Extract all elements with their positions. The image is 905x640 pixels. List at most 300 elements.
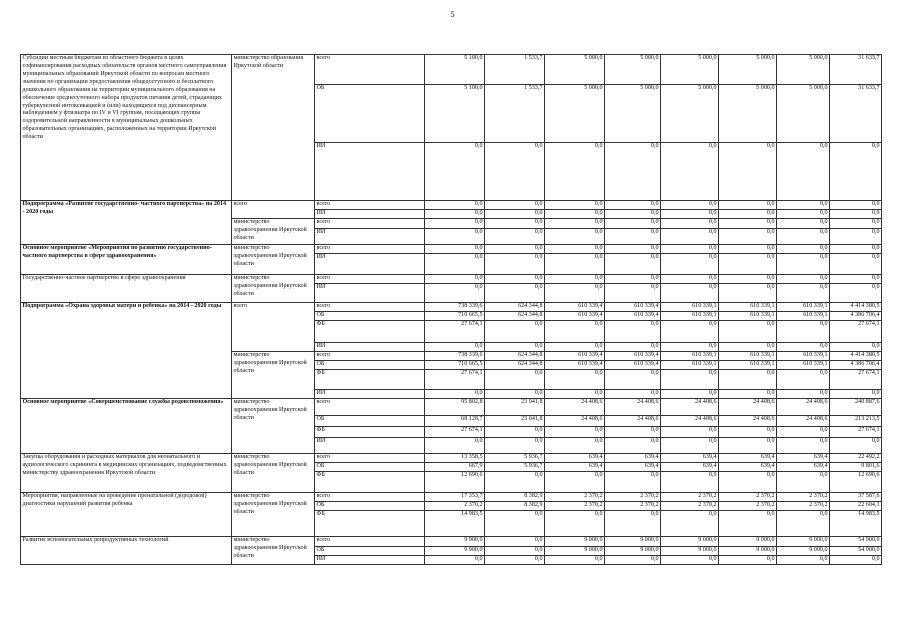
year-value-cell: 0,0 bbox=[661, 143, 719, 201]
year-value-cell: 5 000,0 bbox=[719, 55, 777, 85]
funding-source-cell: ОБ bbox=[315, 463, 425, 472]
year-value-cell: 5 000,0 bbox=[545, 55, 605, 85]
year-value-cell: 12 690,6 bbox=[425, 472, 485, 493]
year-value-cell: 0,0 bbox=[719, 201, 777, 210]
total-value-cell: 54 900,0 bbox=[830, 547, 882, 556]
year-value-cell: 0,0 bbox=[425, 210, 485, 219]
total-value-cell: 0,0 bbox=[830, 390, 882, 399]
year-value-cell: 667,9 bbox=[425, 463, 485, 472]
year-value-cell: 0,0 bbox=[661, 245, 719, 254]
funding-source-cell: ФБ bbox=[315, 370, 425, 390]
year-value-cell: 14 983,5 bbox=[425, 511, 485, 537]
year-value-cell: 0,0 bbox=[605, 201, 661, 210]
total-value-cell: 22 492,2 bbox=[830, 454, 882, 463]
year-value-cell: 5 000,0 bbox=[605, 85, 661, 143]
funding-source-cell: ОБ bbox=[315, 416, 425, 427]
budget-table bbox=[20, 54, 882, 565]
responsible-executor-cell: всего bbox=[232, 201, 315, 219]
year-value-cell: 610 339,1 bbox=[719, 303, 777, 312]
responsible-executor-cell: министерство здравоохранения Иркутской области bbox=[232, 352, 315, 399]
year-value-cell: 610 339,1 bbox=[719, 352, 777, 361]
funding-source-cell: всего bbox=[315, 399, 425, 416]
funding-source-cell: всего bbox=[315, 275, 425, 284]
year-value-cell: 0,0 bbox=[661, 321, 719, 343]
year-value-cell: 0,0 bbox=[719, 511, 777, 537]
table-row bbox=[21, 55, 882, 85]
year-value-cell: 0,0 bbox=[425, 556, 485, 565]
year-value-cell: 639,4 bbox=[777, 463, 830, 472]
total-value-cell: 27 674,1 bbox=[830, 321, 882, 343]
year-value-cell: 0,0 bbox=[777, 427, 830, 438]
table-row bbox=[21, 303, 882, 312]
funding-source-cell: ИИ bbox=[315, 254, 425, 275]
year-value-cell: 610 339,4 bbox=[545, 352, 605, 361]
total-value-cell: 54 900,0 bbox=[830, 537, 882, 547]
total-value-cell: 0,0 bbox=[830, 343, 882, 352]
year-value-cell: 0,0 bbox=[719, 275, 777, 284]
year-value-cell: 0,0 bbox=[719, 245, 777, 254]
year-value-cell: 9 000,0 bbox=[605, 537, 661, 547]
year-value-cell: 0,0 bbox=[605, 245, 661, 254]
year-value-cell: 0,0 bbox=[777, 275, 830, 284]
year-value-cell: 0,0 bbox=[545, 245, 605, 254]
year-value-cell: 68 128,7 bbox=[425, 416, 485, 427]
year-value-cell: 624 344,8 bbox=[485, 352, 545, 361]
year-value-cell: 610 339,4 bbox=[605, 352, 661, 361]
year-value-cell: 9 900,0 bbox=[425, 547, 485, 556]
year-value-cell: 0,0 bbox=[777, 245, 830, 254]
table-row bbox=[21, 493, 882, 502]
year-value-cell: 0,0 bbox=[485, 370, 545, 390]
year-value-cell: 0,0 bbox=[777, 143, 830, 201]
responsible-executor-cell: министерство здравоохранения Иркутской области bbox=[232, 399, 315, 454]
year-value-cell: 639,4 bbox=[545, 454, 605, 463]
year-value-cell: 2 370,2 bbox=[777, 502, 830, 511]
year-value-cell: 24 408,6 bbox=[605, 416, 661, 427]
year-value-cell: 23 041,8 bbox=[485, 399, 545, 416]
year-value-cell: 0,0 bbox=[545, 201, 605, 210]
year-value-cell: 0,0 bbox=[425, 284, 485, 303]
year-value-cell: 9 000,0 bbox=[719, 547, 777, 556]
year-value-cell: 0,0 bbox=[719, 143, 777, 201]
total-value-cell: 0,0 bbox=[830, 229, 882, 245]
total-value-cell: 12 690,6 bbox=[830, 472, 882, 493]
year-value-cell: 639,4 bbox=[719, 454, 777, 463]
year-value-cell: 5 000,0 bbox=[605, 55, 661, 85]
funding-source-cell: ОБ bbox=[315, 502, 425, 511]
year-value-cell: 610 339,4 bbox=[605, 303, 661, 312]
year-value-cell: 0,0 bbox=[605, 321, 661, 343]
year-value-cell: 0,0 bbox=[777, 370, 830, 390]
program-name-cell: Подпрограмма «Развитие государственно- частного партнерства» на 2014 - 2020 годы bbox=[21, 201, 232, 245]
funding-source-cell: ОБ bbox=[315, 312, 425, 321]
year-value-cell: 0,0 bbox=[545, 284, 605, 303]
year-value-cell: 0,0 bbox=[777, 511, 830, 537]
year-value-cell: 639,4 bbox=[661, 454, 719, 463]
year-value-cell: 0,0 bbox=[605, 472, 661, 493]
year-value-cell: 2 370,2 bbox=[719, 493, 777, 502]
year-value-cell: 24 408,6 bbox=[777, 416, 830, 427]
year-value-cell: 0,0 bbox=[777, 254, 830, 275]
total-value-cell: 0,0 bbox=[830, 284, 882, 303]
year-value-cell: 5 000,0 bbox=[661, 85, 719, 143]
year-value-cell: 0,0 bbox=[777, 556, 830, 565]
program-name-cell: Основное мероприятие «Совершенствование службы родовспоможения» bbox=[21, 399, 232, 454]
year-value-cell: 2 370,2 bbox=[719, 502, 777, 511]
year-value-cell: 0,0 bbox=[719, 427, 777, 438]
year-value-cell: 610 339,1 bbox=[719, 312, 777, 321]
year-value-cell: 9 000,0 bbox=[719, 537, 777, 547]
program-name-cell: Государственно-частное партнерство в сфере здравоохранения bbox=[21, 275, 232, 303]
year-value-cell: 27 674,1 bbox=[425, 321, 485, 343]
year-value-cell: 610 339,1 bbox=[777, 312, 830, 321]
year-value-cell: 0,0 bbox=[661, 343, 719, 352]
year-value-cell: 710 665,5 bbox=[425, 361, 485, 370]
year-value-cell: 610 339,4 bbox=[545, 312, 605, 321]
year-value-cell: 0,0 bbox=[719, 370, 777, 390]
year-value-cell: 0,0 bbox=[719, 321, 777, 343]
responsible-executor-cell: всего bbox=[232, 303, 315, 352]
funding-source-cell: всего bbox=[315, 352, 425, 361]
year-value-cell: 710 665,5 bbox=[425, 312, 485, 321]
year-value-cell: 0,0 bbox=[425, 219, 485, 229]
year-value-cell: 5 000,0 bbox=[777, 55, 830, 85]
year-value-cell: 738 339,6 bbox=[425, 303, 485, 312]
program-name-cell: Развитие вспомогательных репродуктивных технологий bbox=[21, 537, 232, 565]
year-value-cell: 0,0 bbox=[485, 472, 545, 493]
table-row bbox=[21, 245, 882, 254]
funding-source-cell: ОБ bbox=[315, 547, 425, 556]
total-value-cell: 22 604,1 bbox=[830, 502, 882, 511]
year-value-cell: 0,0 bbox=[777, 229, 830, 245]
responsible-executor-cell: министерство здравоохранения Иркутской области bbox=[232, 275, 315, 303]
total-value-cell: 4 414 380,5 bbox=[830, 352, 882, 361]
year-value-cell: 0,0 bbox=[719, 343, 777, 352]
year-value-cell: 9 000,0 bbox=[661, 547, 719, 556]
year-value-cell: 0,0 bbox=[485, 229, 545, 245]
funding-source-cell: всего bbox=[315, 219, 425, 229]
year-value-cell: 610 339,1 bbox=[777, 361, 830, 370]
year-value-cell: 610 339,4 bbox=[605, 361, 661, 370]
year-value-cell: 610 339,1 bbox=[661, 312, 719, 321]
year-value-cell: 0,0 bbox=[777, 321, 830, 343]
year-value-cell: 0,0 bbox=[545, 143, 605, 201]
year-value-cell: 0,0 bbox=[425, 343, 485, 352]
funding-source-cell: всего bbox=[315, 537, 425, 547]
year-value-cell: 0,0 bbox=[545, 254, 605, 275]
year-value-cell: 9 900,0 bbox=[425, 537, 485, 547]
responsible-executor-cell: министерство здравоохранения Иркутской области bbox=[232, 219, 315, 245]
funding-source-cell: всего bbox=[315, 303, 425, 312]
year-value-cell: 0,0 bbox=[485, 547, 545, 556]
year-value-cell: 5 100,0 bbox=[425, 85, 485, 143]
year-value-cell: 0,0 bbox=[661, 254, 719, 275]
year-value-cell: 0,0 bbox=[485, 537, 545, 547]
program-name-cell: Основное мероприятие «Мероприятия по развитию государственно-частного партнерства в сфере здравоохранения» bbox=[21, 245, 232, 275]
year-value-cell: 0,0 bbox=[605, 556, 661, 565]
year-value-cell: 0,0 bbox=[485, 321, 545, 343]
year-value-cell: 24 408,6 bbox=[719, 416, 777, 427]
year-value-cell: 610 339,1 bbox=[777, 303, 830, 312]
year-value-cell: 0,0 bbox=[545, 275, 605, 284]
funding-source-cell: ФБ bbox=[315, 427, 425, 438]
year-value-cell: 0,0 bbox=[661, 472, 719, 493]
year-value-cell: 5 000,0 bbox=[545, 85, 605, 143]
year-value-cell: 0,0 bbox=[425, 245, 485, 254]
total-value-cell: 4 386 706,4 bbox=[830, 312, 882, 321]
year-value-cell: 0,0 bbox=[485, 201, 545, 210]
year-value-cell: 0,0 bbox=[719, 210, 777, 219]
year-value-cell: 738 339,6 bbox=[425, 352, 485, 361]
year-value-cell: 0,0 bbox=[545, 556, 605, 565]
funding-source-cell: ОБ bbox=[315, 85, 425, 143]
funding-source-cell: всего bbox=[315, 454, 425, 463]
funding-source-cell: ФБ bbox=[315, 511, 425, 537]
year-value-cell: 0,0 bbox=[605, 284, 661, 303]
year-value-cell: 0,0 bbox=[485, 210, 545, 219]
total-value-cell: 0,0 bbox=[830, 219, 882, 229]
year-value-cell: 0,0 bbox=[485, 556, 545, 565]
year-value-cell: 0,0 bbox=[605, 427, 661, 438]
year-value-cell: 0,0 bbox=[485, 427, 545, 438]
year-value-cell: 0,0 bbox=[777, 219, 830, 229]
funding-source-cell: ИИ bbox=[315, 343, 425, 352]
year-value-cell: 13 358,5 bbox=[425, 454, 485, 463]
year-value-cell: 0,0 bbox=[425, 254, 485, 275]
year-value-cell: 23 041,8 bbox=[485, 416, 545, 427]
year-value-cell: 9 000,0 bbox=[545, 547, 605, 556]
year-value-cell: 2 370,2 bbox=[545, 493, 605, 502]
year-value-cell: 2 370,2 bbox=[661, 502, 719, 511]
funding-source-cell: ФБ bbox=[315, 321, 425, 343]
year-value-cell: 639,4 bbox=[777, 454, 830, 463]
year-value-cell: 9 000,0 bbox=[777, 537, 830, 547]
total-value-cell: 0,0 bbox=[830, 254, 882, 275]
year-value-cell: 8 382,9 bbox=[485, 493, 545, 502]
funding-source-cell: всего bbox=[315, 493, 425, 502]
year-value-cell: 0,0 bbox=[545, 427, 605, 438]
funding-source-cell: ОБ bbox=[315, 361, 425, 370]
year-value-cell: 0,0 bbox=[545, 210, 605, 219]
year-value-cell: 2 370,2 bbox=[605, 493, 661, 502]
year-value-cell: 0,0 bbox=[605, 390, 661, 399]
program-name-cell: Подпрограмма «Охрана здоровья матери и ребенка» на 2014 - 2020 годы bbox=[21, 303, 232, 399]
funding-source-cell: ФБ bbox=[315, 472, 425, 493]
program-name-cell: Субсидии местным бюджетам из областного бюджета в целях софинансирования расходных обязательств органов местного самоуправления муниципальных образований Иркутской области по вопросам местного значения по организации предоставления общедоступного и бесплатного дошкольного образования на территории муниципального образования на обеспечение среднесуточного набора продуктов питания детей, страдающих туберкулезной интоксикацией и (или) находящихся под диспансерным наблюдением у фтизиатра по IV и VI группам, посещающих группы оздоровительной направленности в муниципальных дошкольных образовательных организациях, расположенных на территории Иркутской области bbox=[21, 55, 232, 201]
total-value-cell: 240 887,6 bbox=[830, 399, 882, 416]
year-value-cell: 0,0 bbox=[661, 556, 719, 565]
year-value-cell: 9 000,0 bbox=[661, 537, 719, 547]
total-value-cell: 0,0 bbox=[830, 245, 882, 254]
responsible-executor-cell: министерство здравоохранения Иркутской области bbox=[232, 245, 315, 275]
table-row bbox=[21, 537, 882, 547]
year-value-cell: 0,0 bbox=[545, 229, 605, 245]
year-value-cell: 610 339,1 bbox=[661, 352, 719, 361]
total-value-cell: 0,0 bbox=[830, 210, 882, 219]
year-value-cell: 0,0 bbox=[485, 275, 545, 284]
funding-source-cell: всего bbox=[315, 201, 425, 210]
funding-source-cell: всего bbox=[315, 245, 425, 254]
year-value-cell: 0,0 bbox=[661, 427, 719, 438]
year-value-cell: 0,0 bbox=[719, 556, 777, 565]
year-value-cell: 5 100,0 bbox=[425, 55, 485, 85]
year-value-cell: 0,0 bbox=[485, 511, 545, 537]
year-value-cell: 24 408,6 bbox=[719, 399, 777, 416]
year-value-cell: 8 382,9 bbox=[485, 502, 545, 511]
year-value-cell: 610 339,4 bbox=[545, 303, 605, 312]
year-value-cell: 0,0 bbox=[425, 390, 485, 399]
year-value-cell: 0,0 bbox=[661, 210, 719, 219]
year-value-cell: 0,0 bbox=[545, 321, 605, 343]
responsible-executor-cell: министерство здравоохранения Иркутской области bbox=[232, 537, 315, 565]
year-value-cell: 0,0 bbox=[661, 229, 719, 245]
total-value-cell: 4 386 706,4 bbox=[830, 361, 882, 370]
year-value-cell: 0,0 bbox=[605, 343, 661, 352]
year-value-cell: 0,0 bbox=[425, 229, 485, 245]
funding-source-cell: всего bbox=[315, 55, 425, 85]
year-value-cell: 639,4 bbox=[605, 454, 661, 463]
year-value-cell: 0,0 bbox=[661, 275, 719, 284]
year-value-cell: 0,0 bbox=[485, 284, 545, 303]
year-value-cell: 9 000,0 bbox=[605, 547, 661, 556]
year-value-cell: 0,0 bbox=[425, 275, 485, 284]
year-value-cell: 0,0 bbox=[777, 210, 830, 219]
year-value-cell: 0,0 bbox=[719, 438, 777, 454]
year-value-cell: 0,0 bbox=[661, 390, 719, 399]
total-value-cell: 0,0 bbox=[830, 275, 882, 284]
year-value-cell: 0,0 bbox=[545, 343, 605, 352]
year-value-cell: 0,0 bbox=[485, 390, 545, 399]
year-value-cell: 0,0 bbox=[545, 370, 605, 390]
year-value-cell: 5 000,0 bbox=[661, 55, 719, 85]
year-value-cell: 0,0 bbox=[545, 390, 605, 399]
responsible-executor-cell: министерство здравоохранения Иркутской области bbox=[232, 454, 315, 493]
year-value-cell: 0,0 bbox=[719, 229, 777, 245]
year-value-cell: 624 344,8 bbox=[485, 303, 545, 312]
year-value-cell: 0,0 bbox=[605, 210, 661, 219]
year-value-cell: 0,0 bbox=[425, 201, 485, 210]
year-value-cell: 27 674,1 bbox=[425, 427, 485, 438]
year-value-cell: 0,0 bbox=[719, 254, 777, 275]
total-value-cell: 0,0 bbox=[830, 438, 882, 454]
year-value-cell: 1 533,7 bbox=[485, 55, 545, 85]
year-value-cell: 0,0 bbox=[605, 511, 661, 537]
year-value-cell: 2 370,2 bbox=[661, 493, 719, 502]
year-value-cell: 0,0 bbox=[719, 472, 777, 493]
year-value-cell: 0,0 bbox=[485, 143, 545, 201]
year-value-cell: 0,0 bbox=[661, 284, 719, 303]
year-value-cell: 0,0 bbox=[425, 438, 485, 454]
year-value-cell: 0,0 bbox=[777, 284, 830, 303]
year-value-cell: 0,0 bbox=[545, 472, 605, 493]
funding-source-cell: ИИ bbox=[315, 229, 425, 245]
year-value-cell: 2 370,2 bbox=[545, 502, 605, 511]
year-value-cell: 2 370,2 bbox=[777, 493, 830, 502]
year-value-cell: 5 000,0 bbox=[777, 85, 830, 143]
program-name-cell: Закупка оборудования и расходных материалов для неонатального и аудиологического скрининга в медицинских организациях, подведомственных министерству здравоохранения Иркутской области bbox=[21, 454, 232, 493]
year-value-cell: 639,4 bbox=[719, 463, 777, 472]
year-value-cell: 639,4 bbox=[605, 463, 661, 472]
total-value-cell: 4 414 380,5 bbox=[830, 303, 882, 312]
year-value-cell: 610 339,4 bbox=[545, 361, 605, 370]
year-value-cell: 0,0 bbox=[661, 370, 719, 390]
total-value-cell: 31 633,7 bbox=[830, 85, 882, 143]
funding-source-cell: ИИ bbox=[315, 438, 425, 454]
year-value-cell: 0,0 bbox=[605, 143, 661, 201]
year-value-cell: 0,0 bbox=[661, 438, 719, 454]
year-value-cell: 2 370,2 bbox=[605, 502, 661, 511]
year-value-cell: 0,0 bbox=[605, 219, 661, 229]
year-value-cell: 0,0 bbox=[777, 390, 830, 399]
year-value-cell: 95 802,8 bbox=[425, 399, 485, 416]
year-value-cell: 0,0 bbox=[605, 229, 661, 245]
year-value-cell: 0,0 bbox=[777, 438, 830, 454]
total-value-cell: 14 983,5 bbox=[830, 511, 882, 537]
year-value-cell: 624 344,8 bbox=[485, 361, 545, 370]
year-value-cell: 5 936,7 bbox=[485, 463, 545, 472]
year-value-cell: 0,0 bbox=[605, 254, 661, 275]
year-value-cell: 0,0 bbox=[485, 438, 545, 454]
table-row bbox=[21, 454, 882, 463]
funding-source-cell: ИИ bbox=[315, 390, 425, 399]
total-value-cell: 37 587,6 bbox=[830, 493, 882, 502]
year-value-cell: 610 339,1 bbox=[661, 361, 719, 370]
year-value-cell: 0,0 bbox=[425, 143, 485, 201]
year-value-cell: 0,0 bbox=[605, 275, 661, 284]
year-value-cell: 610 339,1 bbox=[719, 361, 777, 370]
year-value-cell: 0,0 bbox=[545, 219, 605, 229]
total-value-cell: 27 674,1 bbox=[830, 370, 882, 390]
year-value-cell: 639,4 bbox=[545, 463, 605, 472]
total-value-cell: 0,0 bbox=[830, 556, 882, 565]
year-value-cell: 0,0 bbox=[545, 511, 605, 537]
total-value-cell: 31 633,7 bbox=[830, 55, 882, 85]
year-value-cell: 5 936,7 bbox=[485, 454, 545, 463]
total-value-cell: 213 213,5 bbox=[830, 416, 882, 427]
year-value-cell: 0,0 bbox=[719, 219, 777, 229]
year-value-cell: 9 000,0 bbox=[777, 547, 830, 556]
year-value-cell: 624 344,8 bbox=[485, 312, 545, 321]
year-value-cell: 0,0 bbox=[661, 511, 719, 537]
year-value-cell: 9 000,0 bbox=[545, 537, 605, 547]
year-value-cell: 24 408,6 bbox=[545, 399, 605, 416]
year-value-cell: 0,0 bbox=[485, 343, 545, 352]
total-value-cell: 0,0 bbox=[830, 201, 882, 210]
year-value-cell: 5 000,0 bbox=[719, 85, 777, 143]
year-value-cell: 0,0 bbox=[719, 284, 777, 303]
program-name-cell: Мероприятия, направленные на проведение пренатальной (дородовой) диагностики нарушений развития ребенка bbox=[21, 493, 232, 537]
funding-source-cell: ИИ bbox=[315, 210, 425, 219]
table-row bbox=[21, 275, 882, 284]
table-row bbox=[21, 201, 882, 210]
year-value-cell: 24 408,6 bbox=[661, 416, 719, 427]
year-value-cell: 0,0 bbox=[719, 390, 777, 399]
total-value-cell: 9 801,6 bbox=[830, 463, 882, 472]
year-value-cell: 0,0 bbox=[605, 438, 661, 454]
year-value-cell: 24 408,6 bbox=[777, 399, 830, 416]
year-value-cell: 610 339,1 bbox=[777, 352, 830, 361]
year-value-cell: 24 408,6 bbox=[661, 399, 719, 416]
responsible-executor-cell: министерство здравоохранения Иркутской области bbox=[232, 493, 315, 537]
year-value-cell: 17 353,7 bbox=[425, 493, 485, 502]
year-value-cell: 2 370,2 bbox=[425, 502, 485, 511]
year-value-cell: 1 533,7 bbox=[485, 85, 545, 143]
table-row bbox=[21, 399, 882, 416]
year-value-cell: 0,0 bbox=[485, 219, 545, 229]
year-value-cell: 0,0 bbox=[485, 254, 545, 275]
funding-source-cell: ИИ bbox=[315, 284, 425, 303]
year-value-cell: 610 339,4 bbox=[605, 312, 661, 321]
